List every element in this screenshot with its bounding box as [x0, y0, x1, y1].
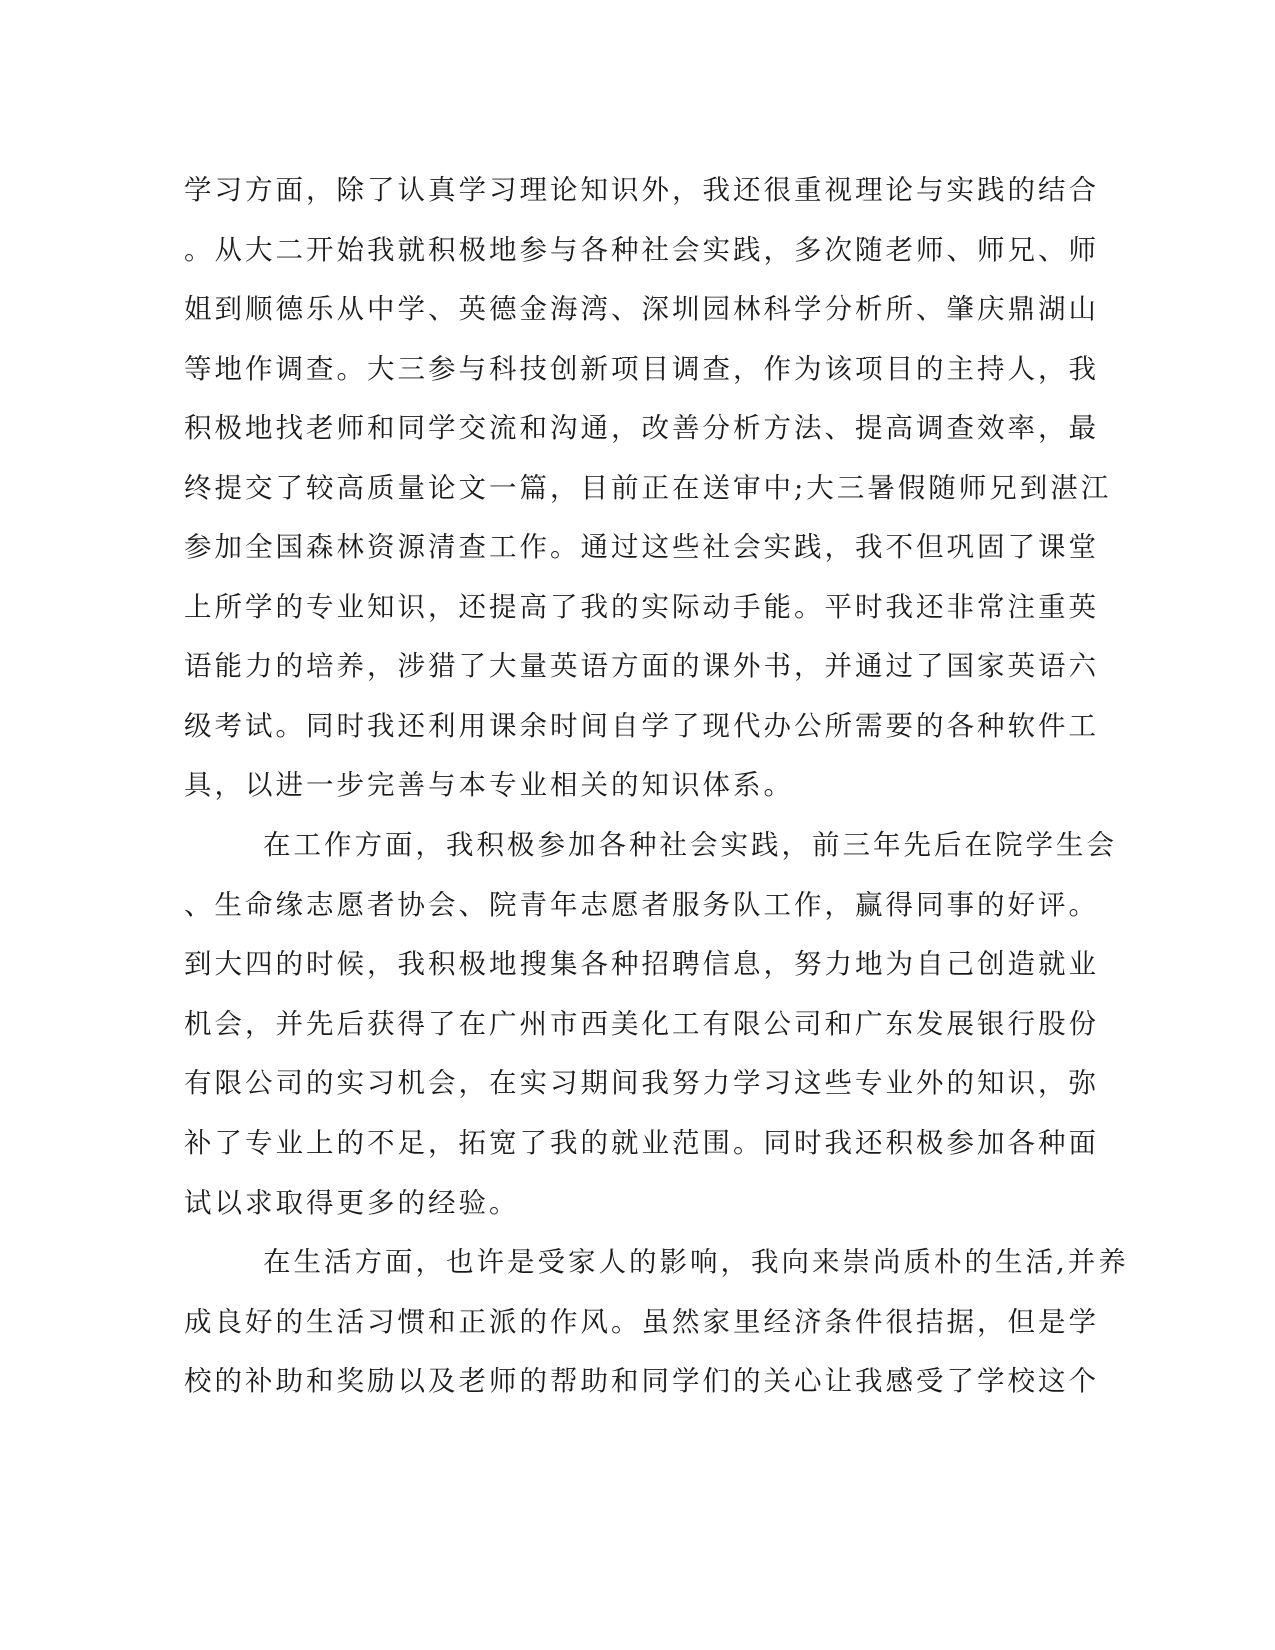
- text-line: 校的补助和奖励以及老师的帮助和同学们的关心让我感受了学校这个: [184, 1365, 1099, 1397]
- text-line: 积极地找老师和同学交流和沟通，改善分析方法、提高调查效率，最: [184, 412, 1099, 444]
- text-line: 补了专业上的不足，拓宽了我的就业范围。同时我还积极参加各种面: [184, 1127, 1099, 1159]
- text-line: 参加全国森林资源清查工作。通过这些社会实践，我不但巩固了课堂: [184, 531, 1099, 563]
- text-line: 。从大二开始我就积极地参与各种社会实践，多次随老师、师兄、师: [184, 234, 1099, 266]
- text-line: 级考试。同时我还利用课余时间自学了现代办公所需要的各种软件工: [184, 710, 1099, 742]
- text-line: 、生命缘志愿者协会、院青年志愿者服务队工作，赢得同事的好评。: [184, 889, 1099, 921]
- text-line: 成良好的生活习惯和正派的作风。虽然家里经济条件很拮据，但是学: [184, 1306, 1099, 1338]
- text-line: 有限公司的实习机会，在实习期间我努力学习这些专业外的知识，弥: [184, 1067, 1099, 1099]
- text-line: 等地作调查。大三参与科技创新项目调查，作为该项目的主持人，我: [184, 353, 1099, 385]
- text-line: 到大四的时候，我积极地搜集各种招聘信息，努力地为自己创造就业: [184, 948, 1099, 980]
- text-line: 语能力的培养，涉猎了大量英语方面的课外书，并通过了国家英语六: [184, 650, 1099, 682]
- text-line: 试以求取得更多的经验。: [184, 1187, 520, 1219]
- text-line: 姐到顺德乐从中学、英德金海湾、深圳园林科学分析所、肇庆鼎湖山: [184, 293, 1099, 325]
- text-line: 学习方面，除了认真学习理论知识外，我还很重视理论与实践的结合: [184, 174, 1099, 206]
- text-line: 终提交了较高质量论文一篇，目前正在送审中;大三暑假随师兄到湛江: [184, 472, 1112, 504]
- text-line: 在工作方面，我积极参加各种社会实践，前三年先后在院学生会: [263, 829, 1117, 861]
- text-line: 在生活方面，也许是受家人的影响，我向来崇尚质朴的生活,并养: [263, 1246, 1129, 1278]
- text-line: 具，以进一步完善与本专业相关的知识体系。: [184, 769, 794, 801]
- text-line: 上所学的专业知识，还提高了我的实际动手能。平时我还非常注重英: [184, 591, 1099, 623]
- text-line: 机会，并先后获得了在广州市西美化工有限公司和广东发展银行股份: [184, 1008, 1099, 1040]
